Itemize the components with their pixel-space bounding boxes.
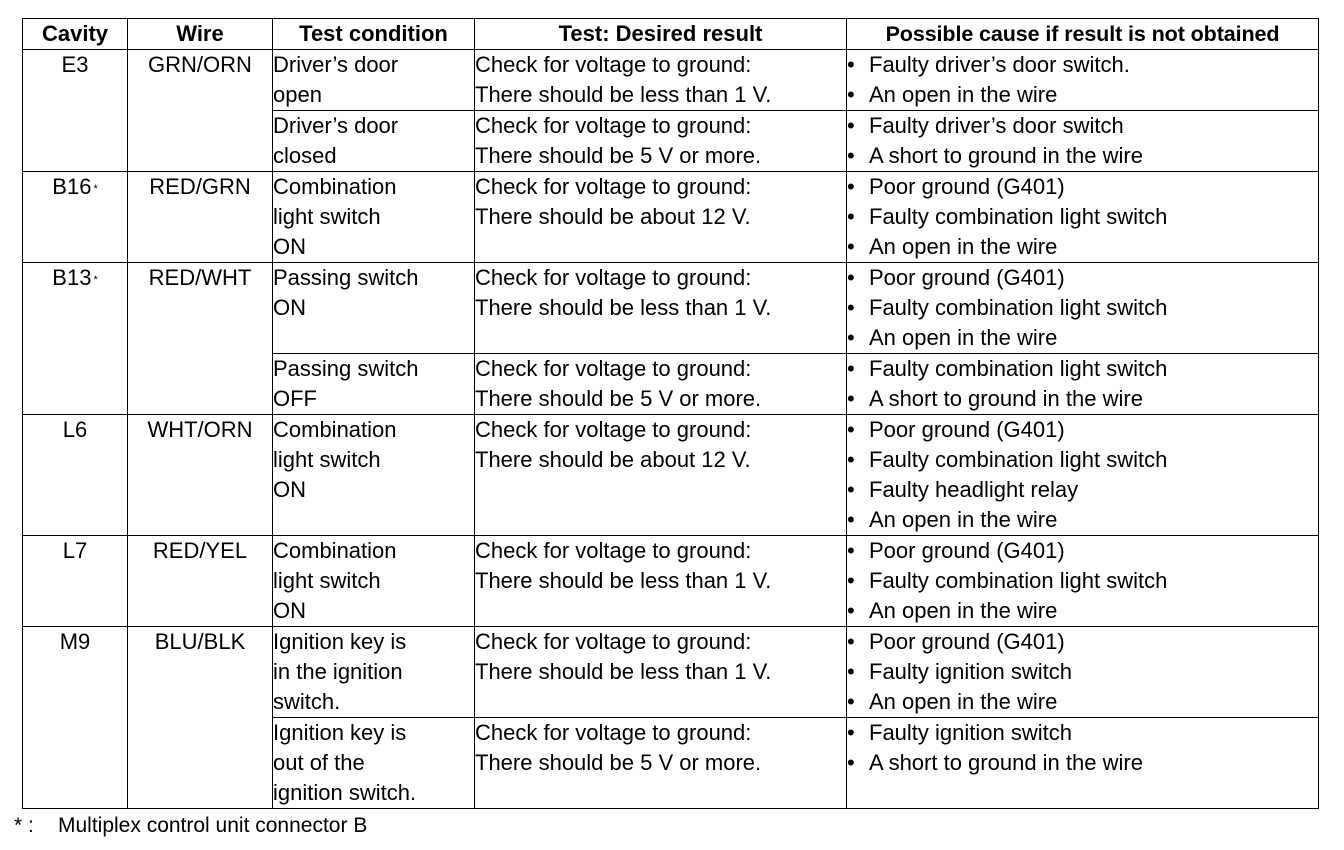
desired-result-cell: [475, 536, 847, 627]
possible-cause-item: [847, 111, 1318, 141]
bullet-icon: •: [847, 568, 855, 593]
possible-cause-item: [847, 657, 1318, 687]
cavity-cell: [23, 263, 128, 415]
bullet-icon: •: [847, 689, 855, 714]
possible-cause-item: [847, 80, 1318, 110]
footnote-reference-mark: *: [93, 183, 98, 195]
desired-result-line: There should be about 12 V.: [475, 447, 751, 472]
possible-cause-text: Faulty driver’s door switch: [869, 113, 1124, 138]
possible-cause-text: An open in the wire: [869, 325, 1058, 350]
test-condition-line: closed: [273, 143, 337, 168]
desired-result-cell: [475, 172, 847, 263]
desired-result-cell: [475, 354, 847, 415]
possible-cause-text: A short to ground in the wire: [869, 386, 1143, 411]
possible-cause-text: Poor ground (G401): [869, 265, 1065, 290]
bullet-icon: •: [847, 447, 855, 472]
table-body: [23, 50, 1319, 809]
possible-cause-cell: [847, 354, 1319, 415]
possible-cause-item: [847, 687, 1318, 717]
cavity-cell: [23, 172, 128, 263]
bullet-icon: •: [847, 507, 855, 532]
troubleshooting-table-sheet: [22, 18, 1318, 809]
desired-result-line: There should be 5 V or more.: [475, 143, 762, 168]
desired-result-line: Check for voltage to ground:: [475, 52, 752, 77]
possible-cause-text: Faulty combination light switch: [869, 356, 1168, 381]
footnote: [14, 813, 367, 839]
desired-result-line: Check for voltage to ground:: [475, 265, 752, 290]
desired-result-line: Check for voltage to ground:: [475, 538, 752, 563]
cavity-cell: [23, 50, 128, 172]
test-condition-cell: [273, 263, 475, 354]
possible-cause-item: [847, 596, 1318, 626]
wire-color-cell: GRN/ORN: [128, 50, 273, 172]
bullet-icon: •: [847, 82, 855, 107]
cavity-id: M9: [59, 629, 91, 654]
bullet-icon: •: [847, 598, 855, 623]
test-condition-line: Ignition key is: [273, 629, 407, 654]
possible-cause-item: [847, 748, 1318, 778]
bullet-icon: •: [847, 113, 855, 138]
bullet-icon: •: [847, 295, 855, 320]
wire-color-cell: BLU/BLK: [128, 627, 273, 809]
wire-color-cell: RED/WHT: [128, 263, 273, 415]
header-desired-result: Test: Desired result: [475, 19, 847, 50]
bullet-icon: •: [847, 417, 855, 442]
possible-cause-item: [847, 536, 1318, 566]
possible-cause-cell: [847, 263, 1319, 354]
possible-cause-text: An open in the wire: [869, 689, 1058, 714]
table-row: [23, 263, 1319, 354]
wire-color-cell: WHT/ORN: [128, 415, 273, 536]
desired-result-line: There should be about 12 V.: [475, 204, 751, 229]
desired-result-line: There should be less than 1 V.: [475, 295, 772, 320]
desired-result-line: There should be less than 1 V.: [475, 568, 772, 593]
desired-result-line: Check for voltage to ground:: [475, 417, 752, 442]
test-condition-line: light switch: [273, 568, 381, 593]
possible-cause-text: Poor ground (G401): [869, 174, 1065, 199]
test-condition-line: switch.: [273, 689, 341, 714]
bullet-icon: •: [847, 750, 855, 775]
desired-result-line: There should be 5 V or more.: [475, 750, 762, 775]
test-condition-line: open: [273, 82, 322, 107]
possible-cause-text: Faulty ignition switch: [869, 659, 1072, 684]
possible-cause-text: Faulty combination light switch: [869, 204, 1168, 229]
footnote-text: Multiplex control unit connector B: [58, 814, 368, 837]
possible-cause-item: [847, 718, 1318, 748]
test-condition-line: ignition switch.: [273, 780, 417, 805]
test-condition-line: ON: [273, 234, 306, 259]
possible-cause-item: [847, 202, 1318, 232]
bullet-icon: •: [847, 265, 855, 290]
bullet-icon: •: [847, 629, 855, 654]
test-condition-line: Driver’s door: [273, 52, 399, 77]
test-condition-line: Passing switch: [273, 265, 419, 290]
possible-cause-item: [847, 293, 1318, 323]
test-condition-line: Combination: [273, 417, 397, 442]
test-condition-line: ON: [273, 295, 306, 320]
desired-result-cell: [475, 50, 847, 111]
possible-cause-cell: [847, 172, 1319, 263]
possible-cause-item: [847, 263, 1318, 293]
desired-result-line: Check for voltage to ground:: [475, 174, 752, 199]
cavity-id: L6: [62, 417, 88, 442]
possible-cause-item: [847, 323, 1318, 353]
test-condition-line: in the ignition: [273, 659, 403, 684]
possible-cause-item: [847, 475, 1318, 505]
possible-cause-item: [847, 415, 1318, 445]
test-condition-cell: [273, 111, 475, 172]
possible-cause-text: A short to ground in the wire: [869, 143, 1143, 168]
header-cavity: Cavity: [23, 19, 128, 50]
desired-result-cell: [475, 627, 847, 718]
possible-cause-text: Poor ground (G401): [869, 629, 1065, 654]
possible-cause-item: [847, 384, 1318, 414]
cavity-cell: [23, 536, 128, 627]
table-row: [23, 627, 1319, 718]
bullet-icon: •: [847, 52, 855, 77]
test-condition-line: Combination: [273, 538, 397, 563]
test-condition-line: Combination: [273, 174, 397, 199]
test-condition-line: Ignition key is: [273, 720, 407, 745]
possible-cause-item: [847, 141, 1318, 171]
possible-cause-cell: [847, 627, 1319, 718]
test-condition-line: Passing switch: [273, 356, 419, 381]
possible-cause-cell: [847, 50, 1319, 111]
possible-cause-text: Poor ground (G401): [869, 538, 1065, 563]
header-row: [23, 19, 1319, 50]
bullet-icon: •: [847, 325, 855, 350]
possible-cause-cell: [847, 415, 1319, 536]
wire-color-cell: RED/GRN: [128, 172, 273, 263]
bullet-icon: •: [847, 356, 855, 381]
bullet-icon: •: [847, 538, 855, 563]
bullet-icon: •: [847, 386, 855, 411]
bullet-icon: •: [847, 720, 855, 745]
cavity-id: E3: [61, 52, 89, 77]
test-condition-line: ON: [273, 598, 306, 623]
test-condition-cell: [273, 536, 475, 627]
table-row: [23, 50, 1319, 111]
possible-cause-text: An open in the wire: [869, 507, 1058, 532]
desired-result-line: There should be less than 1 V.: [475, 659, 772, 684]
cavity-cell: [23, 415, 128, 536]
possible-cause-text: An open in the wire: [869, 598, 1058, 623]
test-condition-line: OFF: [273, 386, 317, 411]
table-row: [23, 536, 1319, 627]
possible-cause-cell: [847, 111, 1319, 172]
desired-result-cell: [475, 415, 847, 536]
desired-result-line: Check for voltage to ground:: [475, 356, 752, 381]
bullet-icon: •: [847, 174, 855, 199]
footnote-reference-mark: *: [93, 274, 98, 286]
bullet-icon: •: [847, 204, 855, 229]
header-possible-cause: Possible cause if result is not obtained: [847, 19, 1319, 50]
possible-cause-text: An open in the wire: [869, 234, 1058, 259]
header-wire: Wire: [128, 19, 273, 50]
test-condition-line: Driver’s door: [273, 113, 399, 138]
table-row: [23, 172, 1319, 263]
possible-cause-text: Faulty headlight relay: [869, 477, 1079, 502]
bullet-icon: •: [847, 234, 855, 259]
possible-cause-text: Faulty combination light switch: [869, 295, 1168, 320]
possible-cause-cell: [847, 718, 1319, 809]
cavity-id: L7: [62, 538, 88, 563]
possible-cause-item: [847, 505, 1318, 535]
connector-test-table: [22, 18, 1319, 809]
table-row: [23, 415, 1319, 536]
possible-cause-item: [847, 566, 1318, 596]
bullet-icon: •: [847, 659, 855, 684]
possible-cause-item: [847, 50, 1318, 80]
possible-cause-text: Faulty ignition switch: [869, 720, 1072, 745]
possible-cause-text: An open in the wire: [869, 82, 1058, 107]
header-test-condition: Test condition: [273, 19, 475, 50]
wire-color-cell: RED/YEL: [128, 536, 273, 627]
possible-cause-item: [847, 354, 1318, 384]
possible-cause-text: Faulty combination light switch: [869, 568, 1168, 593]
footnote-marker: * :: [14, 814, 34, 837]
cavity-cell: [23, 627, 128, 809]
desired-result-cell: [475, 111, 847, 172]
test-condition-cell: [273, 172, 475, 263]
test-condition-cell: [273, 718, 475, 809]
possible-cause-cell: [847, 536, 1319, 627]
test-condition-cell: [273, 50, 475, 111]
possible-cause-item: [847, 627, 1318, 657]
possible-cause-text: Faulty driver’s door switch.: [869, 52, 1130, 77]
possible-cause-text: Poor ground (G401): [869, 417, 1065, 442]
test-condition-line: light switch: [273, 204, 381, 229]
cavity-id: B13: [52, 265, 92, 290]
test-condition-line: light switch: [273, 447, 381, 472]
desired-result-line: Check for voltage to ground:: [475, 113, 752, 138]
bullet-icon: •: [847, 143, 855, 168]
possible-cause-item: [847, 445, 1318, 475]
test-condition-cell: [273, 415, 475, 536]
possible-cause-text: Faulty combination light switch: [869, 447, 1168, 472]
test-condition-cell: [273, 354, 475, 415]
desired-result-line: There should be 5 V or more.: [475, 386, 762, 411]
desired-result-cell: [475, 263, 847, 354]
desired-result-line: There should be less than 1 V.: [475, 82, 772, 107]
possible-cause-item: [847, 232, 1318, 262]
desired-result-line: Check for voltage to ground:: [475, 629, 752, 654]
desired-result-line: Check for voltage to ground:: [475, 720, 752, 745]
bullet-icon: •: [847, 477, 855, 502]
cavity-id: B16: [52, 174, 92, 199]
desired-result-cell: [475, 718, 847, 809]
test-condition-cell: [273, 627, 475, 718]
test-condition-line: out of the: [273, 750, 365, 775]
possible-cause-item: [847, 172, 1318, 202]
test-condition-line: ON: [273, 477, 306, 502]
possible-cause-text: A short to ground in the wire: [869, 750, 1143, 775]
